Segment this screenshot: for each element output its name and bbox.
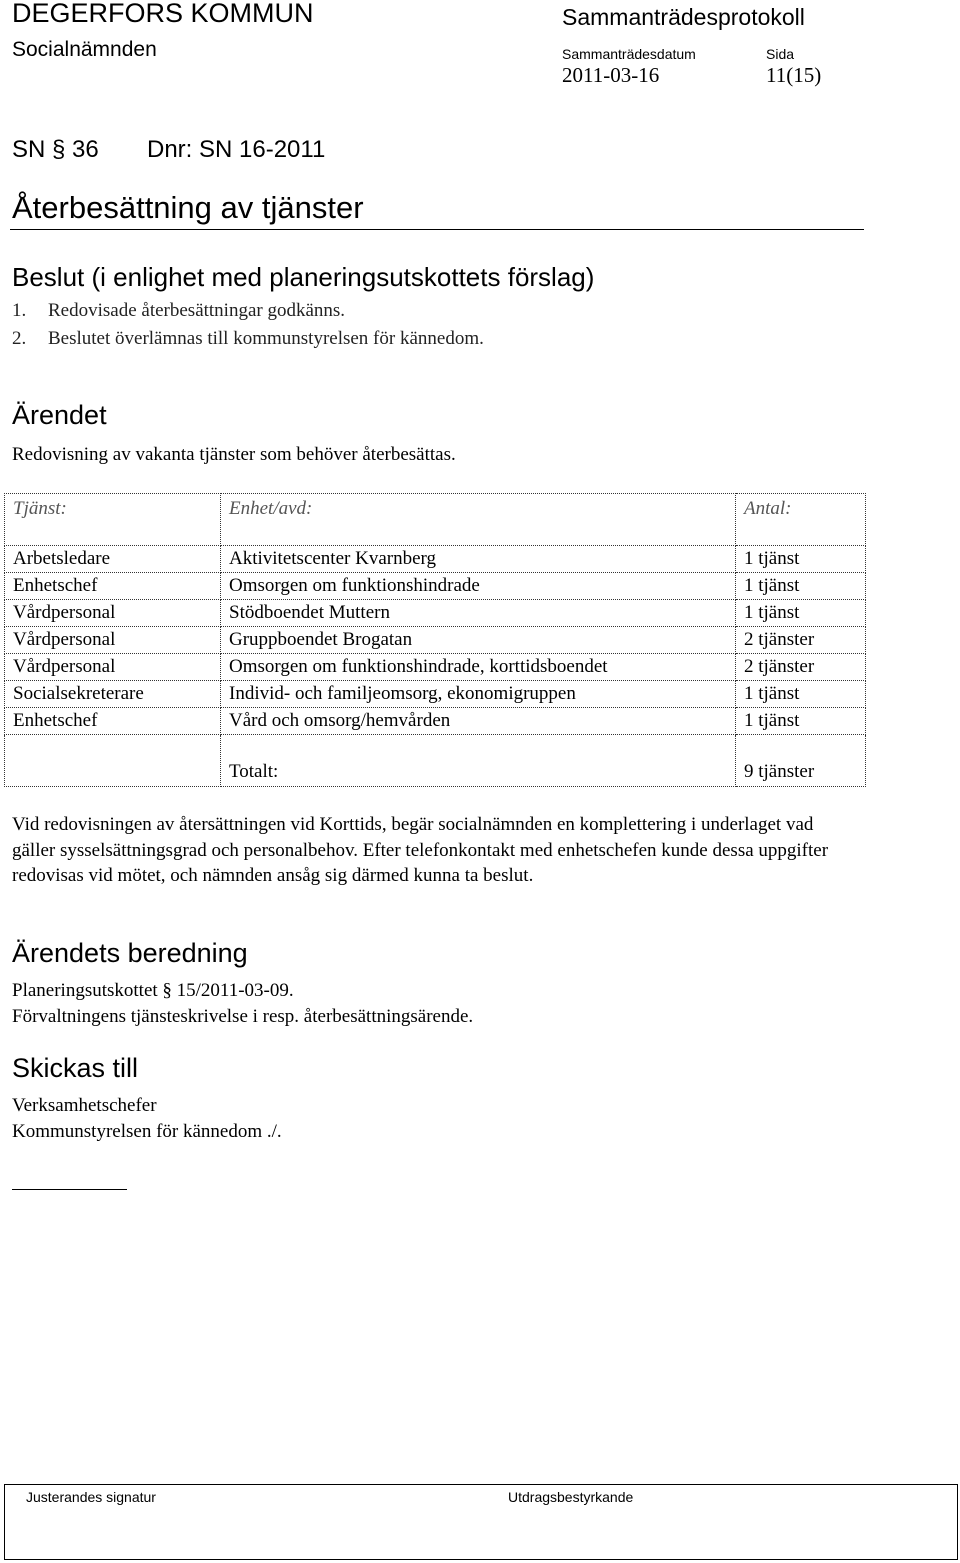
table-total-row xyxy=(5,735,866,787)
case-line xyxy=(12,136,325,164)
cell-count: 1 tjänst xyxy=(736,546,866,573)
cell-unit: Aktivitetscenter Kvarnberg xyxy=(221,546,736,573)
page-title: Återbesättning av tjänster xyxy=(12,190,364,225)
decision-item-text: Redovisade återbesättningar godkänns. xyxy=(48,300,346,321)
cell-total-empty xyxy=(5,735,221,787)
cell-position: Vårdpersonal xyxy=(5,627,221,654)
board-name: Socialnämnden xyxy=(12,38,157,61)
preparation-line: Förvaltningens tjänsteskrivelse i resp. återbesättningsärende. xyxy=(12,1006,474,1027)
header-position: Tjänst: xyxy=(5,494,221,546)
cell-unit: Gruppboendet Brogatan xyxy=(221,627,736,654)
header-unit: Enhet/avd: xyxy=(221,494,736,546)
send-to-line: Verksamhetschefer xyxy=(12,1095,157,1116)
preparation-heading: Ärendets beredning xyxy=(12,938,248,968)
matter-heading: Ärendet xyxy=(12,400,107,430)
table-row xyxy=(5,546,866,573)
organization-name: DEGERFORS KOMMUN xyxy=(12,0,314,28)
send-to-heading: Skickas till xyxy=(12,1053,139,1083)
page-label: Sida xyxy=(766,46,795,62)
cell-position: Vårdpersonal xyxy=(5,600,221,627)
cell-position: Vårdpersonal xyxy=(5,654,221,681)
table-row xyxy=(5,708,866,735)
cell-count: 1 tjänst xyxy=(736,573,866,600)
explanation-paragraph: Vid redovisningen av återsättningen vid Korttids, begär socialnämnden en komplettering i underlaget vad gäller sysselsättningsgrad och personalbehov. Efter telefonkontakt med enhetschefen kunde dessa uppgifter redovisas vid mötet, och nämnden ansåg sig därmed kunna ta beslut. xyxy=(12,814,829,886)
decision-item-number: 1. xyxy=(12,300,27,321)
preparation-line: Planeringsutskottet § 15/2011-03-09. xyxy=(12,980,294,1001)
signature-label: Justerandes signatur xyxy=(26,1489,156,1505)
decision-item xyxy=(12,325,484,353)
page-number: 11(15) xyxy=(766,63,822,87)
cell-unit: Stödboendet Muttern xyxy=(221,600,736,627)
end-rule xyxy=(12,1189,127,1190)
decision-heading: Beslut (i enlighet med planeringsutskottets förslag) xyxy=(12,262,595,292)
cell-position: Socialsekreterare xyxy=(5,681,221,708)
table-row xyxy=(5,573,866,600)
table-header-row xyxy=(5,494,866,546)
decision-item-text: Beslutet överlämnas till kommunstyrelsen för kännedom. xyxy=(48,328,484,349)
cell-count: 1 tjänst xyxy=(736,600,866,627)
decision-item-number: 2. xyxy=(12,328,27,349)
case-dnr: Dnr: SN 16-2011 xyxy=(147,136,326,163)
table-row xyxy=(5,600,866,627)
cell-position: Enhetschef xyxy=(5,708,221,735)
table-row xyxy=(5,627,866,654)
cell-unit: Omsorgen om funktionshindrade, korttidsboendet xyxy=(221,654,736,681)
table-row xyxy=(5,681,866,708)
date-label: Sammanträdesdatum xyxy=(562,46,696,62)
cell-total-value: 9 tjänster xyxy=(736,735,866,787)
cell-count: 1 tjänst xyxy=(736,708,866,735)
title-divider xyxy=(10,229,864,230)
preparation-list xyxy=(12,978,473,1030)
cell-position: Arbetsledare xyxy=(5,546,221,573)
case-number: SN § 36 xyxy=(12,136,99,163)
cell-unit: Individ- och familjeomsorg, ekonomigruppen xyxy=(221,681,736,708)
send-to-list xyxy=(12,1093,282,1145)
document-type: Sammanträdesprotokoll xyxy=(562,4,805,30)
decision-item xyxy=(12,297,484,325)
cell-count: 2 tjänster xyxy=(736,654,866,681)
meeting-date: 2011-03-16 xyxy=(562,63,660,87)
cell-position: Enhetschef xyxy=(5,573,221,600)
cell-unit: Vård och omsorg/hemvården xyxy=(221,708,736,735)
certified-label: Utdragsbestyrkande xyxy=(508,1489,634,1505)
cell-unit: Omsorgen om funktionshindrade xyxy=(221,573,736,600)
matter-text: Redovisning av vakanta tjänster som behöver återbesättas. xyxy=(12,444,456,465)
vacancy-table xyxy=(4,493,866,787)
cell-count: 2 tjänster xyxy=(736,627,866,654)
cell-count: 1 tjänst xyxy=(736,681,866,708)
table-row xyxy=(5,654,866,681)
send-to-line: Kommunstyrelsen för kännedom ./. xyxy=(12,1121,282,1142)
cell-total-label: Totalt: xyxy=(221,735,736,787)
decision-list xyxy=(12,297,484,353)
header-count: Antal: xyxy=(736,494,866,546)
